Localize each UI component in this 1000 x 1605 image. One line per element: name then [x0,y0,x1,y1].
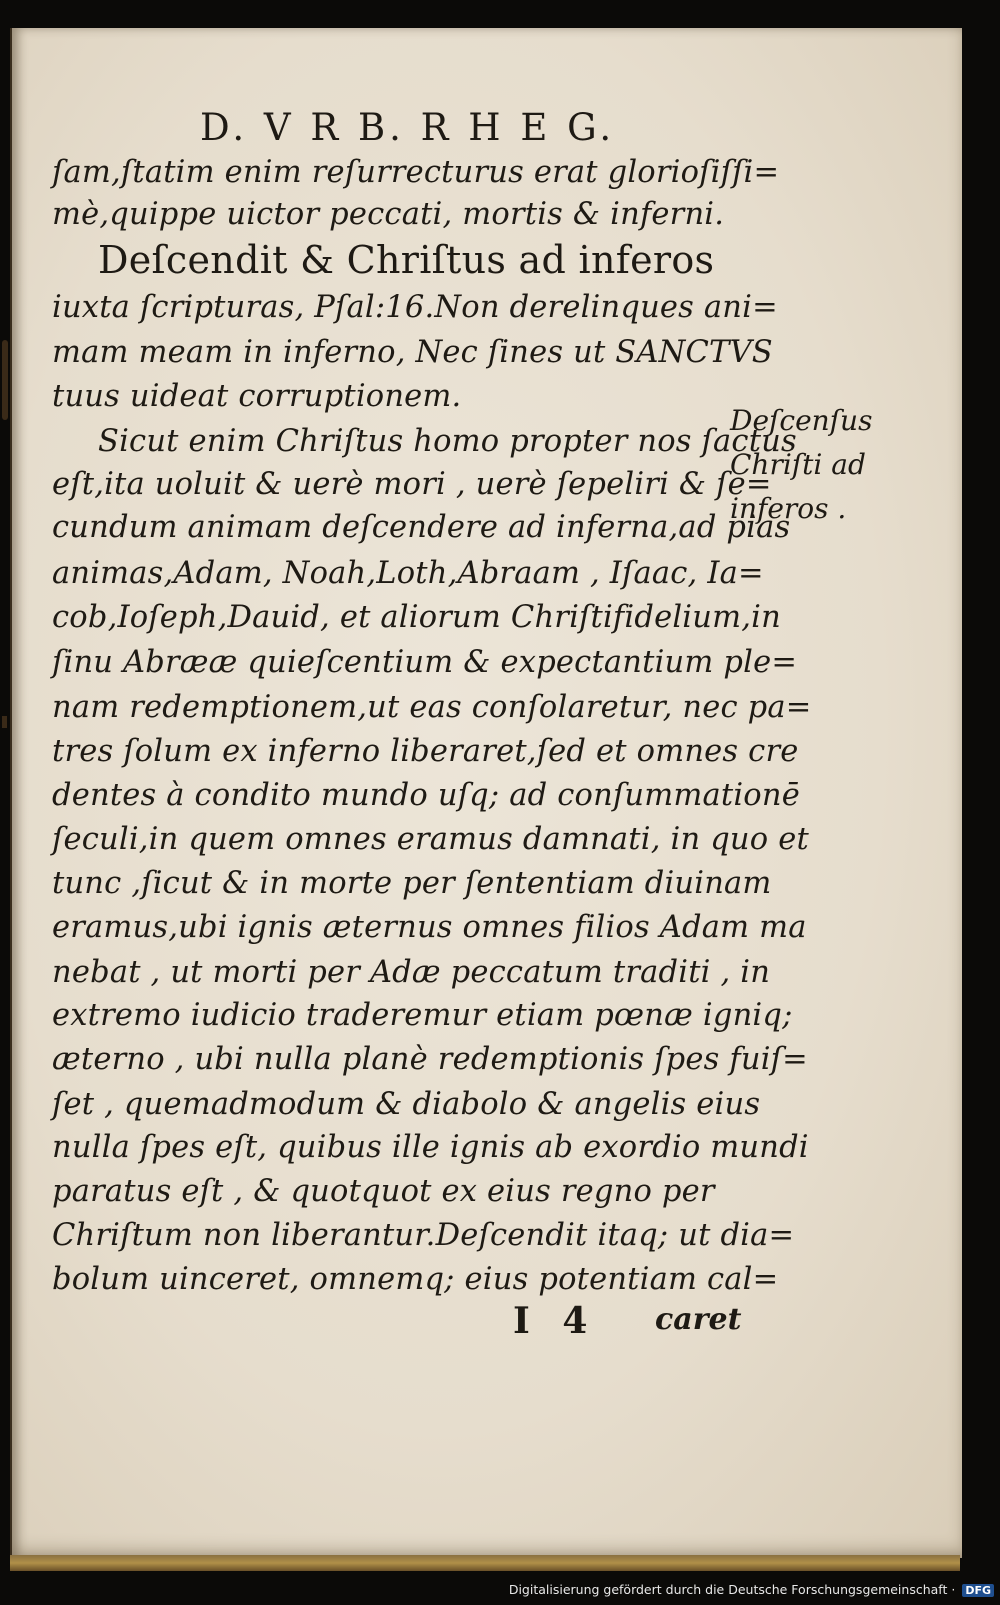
signature-mark: I 4 [513,1300,588,1342]
text-line: extremo iudicio traderemur etiam pœnæ igniq; [52,998,793,1033]
text-line: mam meam in inferno, Nec ſines ut SANCTVS [52,335,773,370]
text-line: tres ſolum ex inferno liberaret,ſed et omnes cre [52,734,799,769]
text-line: ſam,ſtatim enim reſurrecturus erat glorioſiſſi= [52,155,780,190]
text-line: ſeculi,in quem omnes eramus damnati, in quo et [52,822,809,857]
running-header: D. V R B. R H E G. [200,106,616,149]
text-line: Chriſtum non liberantur.Deſcendit itaq; ut dia= [52,1218,795,1253]
text-line: iuxta ſcripturas, Pſal:16.Non derelinques ani= [52,290,778,325]
text-line: tuus uideat corruptionem. [52,379,462,414]
text-line: dentes à condito mundo uſq; ad conſummationē [52,778,800,813]
dfg-logo: DFG [962,1584,994,1597]
margin-note-line: inferos . [730,492,847,525]
text-line: cundum animam deſcendere ad inferna,ad pias [52,510,791,545]
text-line: ſinu Abrææ quieſcentium & expectantium ple= [52,645,798,680]
text-line: Sicut enim Chriſtus homo propter nos ſactus [98,424,797,459]
section-heading-line: Deſcendit & Chriſtus ad inferos [98,238,715,282]
margin-note-line: Deſcenſus [730,404,873,437]
binding-mark [2,340,8,420]
text-line: tunc ,ſicut & in morte per ſententiam diuinam [52,866,772,901]
text-line: eſt,ita uoluit & uerè mori , uerè ſepeliri & ſe= [52,467,772,502]
digitization-credit [509,1582,994,1597]
text-line: nam redemptionem,ut eas conſolaretur, nec pa= [52,690,812,725]
credit-text: Digitalisierung gefördert durch die Deutsche Forschungsgemeinschaft · [508,1582,956,1597]
binding-dot [2,716,7,728]
text-line: animas,Adam, Noah,Loth,Abraam , Iſaac, Ia= [52,556,764,591]
text-line: bolum uinceret, omnemq; eius potentiam cal= [52,1262,779,1297]
margin-note-line: Chriſti ad [730,448,866,481]
text-line: cob,Ioſeph,Dauid, et aliorum Chriſtifidelium,in [52,600,781,635]
text-line: eramus,ubi ignis æternus omnes filios Adam ma [52,910,807,945]
text-line: mè,quippe uictor peccati, mortis & inferni. [52,197,725,232]
text-line: nebat , ut morti per Adæ peccatum traditi , in [52,955,771,990]
text-line: paratus eſt , & quotquot ex eius regno per [52,1174,715,1209]
catchword: caret [655,1302,742,1337]
text-line: æterno , ubi nulla planè redemptionis ſpes fuiſ= [52,1042,808,1077]
text-line: ſet , quemadmodum & diabolo & angelis eius [52,1087,761,1122]
text-line: nulla ſpes eſt, quibus ille ignis ab exordio mundi [52,1130,809,1165]
page-edge [10,1555,960,1571]
